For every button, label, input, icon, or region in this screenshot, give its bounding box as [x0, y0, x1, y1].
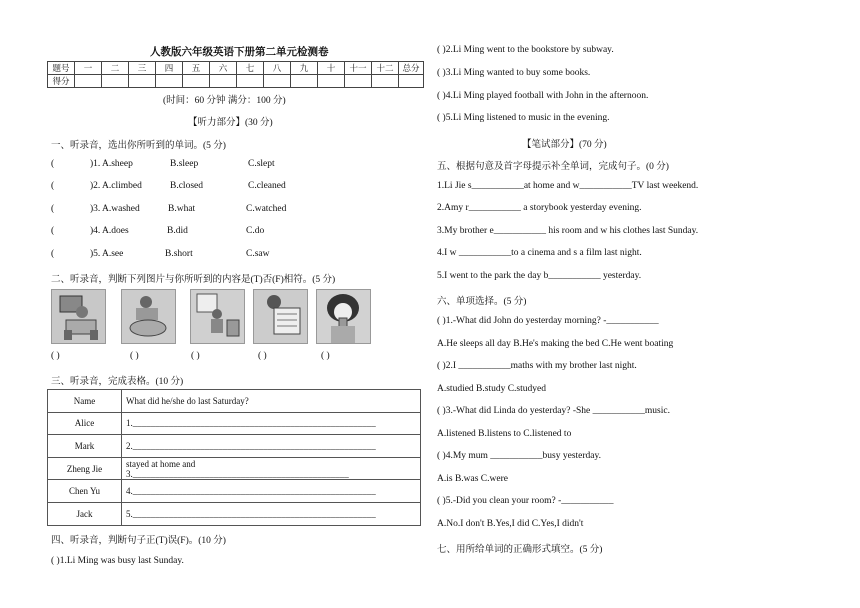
page-title: 人教版六年级英语下册第二单元检测卷	[150, 47, 329, 58]
score-cell: 十一	[345, 62, 372, 75]
student-name: Chen Yu	[48, 480, 122, 503]
section6-heading: 六、单项选择。(5 分)	[437, 297, 527, 307]
score-cell: 总分	[399, 62, 424, 75]
mc-question[interactable]: ( )3.-What did Linda do yesterday? -She ___________music.	[437, 406, 670, 416]
picture-answer-bracket[interactable]: ( )	[130, 351, 139, 361]
section2-heading: 二、听录音，判断下列图片与你所听到的内容是(T)否(F)相符。(5 分)	[51, 275, 336, 285]
mc-options: A.listened B.listens to C.listened to	[437, 429, 572, 439]
option-a: A.climbed	[102, 181, 142, 191]
table-header-question: What did he/she do last Saturday?	[122, 390, 421, 413]
score-cell: 二	[102, 62, 129, 75]
score-input-cell[interactable]	[399, 75, 424, 88]
answer-blank[interactable]: 5.______________________________________________________	[122, 502, 421, 525]
option-c: C.cleaned	[248, 181, 286, 191]
mc-options: A.studied B.study C.studyed	[437, 384, 546, 394]
score-cell: 十	[318, 62, 345, 75]
time-info: (时间：60 分钟 满分：100 分)	[163, 96, 286, 106]
score-table-score-row	[48, 75, 424, 88]
student-name: Jack	[48, 502, 122, 525]
section3-heading: 三、听录音，完成表格。(10 分)	[51, 377, 184, 387]
table-row	[48, 480, 421, 503]
score-input-cell[interactable]	[129, 75, 156, 88]
question-number: )4.	[90, 226, 101, 236]
question-paren[interactable]: (	[51, 249, 55, 259]
mc-question[interactable]: ( )2.I ___________maths with my brother last night.	[437, 361, 637, 371]
answer-blank[interactable]: 4.______________________________________________________	[122, 480, 421, 503]
fill-blank-sentence[interactable]: 5.I went to the park the day b___________ yesterday.	[437, 271, 642, 281]
question-number: )2.	[90, 181, 101, 191]
picture-person-washing	[121, 289, 176, 344]
score-input-cell[interactable]	[210, 75, 237, 88]
score-cell: 十二	[372, 62, 399, 75]
question-paren[interactable]: (	[51, 159, 55, 169]
section1-heading: 一、听录音，选出你所听到的单词。(5 分)	[51, 141, 226, 151]
answer-blank[interactable]: stayed at home and 3.________________________________________________	[122, 457, 421, 480]
option-c: C.watched	[246, 204, 287, 214]
score-cell: 五	[183, 62, 210, 75]
table-header-name: Name	[48, 390, 122, 413]
picture-girl-drinking	[316, 289, 371, 344]
student-name: Alice	[48, 412, 122, 435]
mc-question[interactable]: ( )5.-Did you clean your room? -___________	[437, 496, 614, 506]
fill-blank-sentence[interactable]: 3.My brother e___________ his room and w his clothes last Sunday.	[437, 226, 699, 236]
score-input-cell[interactable]	[345, 75, 372, 88]
mc-question[interactable]: ( )1.-What did John do yesterday morning? -___________	[437, 316, 659, 326]
table-row	[48, 502, 421, 525]
question-number: )3.	[90, 204, 101, 214]
answer-blank[interactable]: 2.______________________________________________________	[122, 435, 421, 458]
score-input-cell[interactable]	[75, 75, 102, 88]
section5-heading: 五、根据句意及首字母提示补全单词，完成句子。(0 分)	[437, 162, 669, 172]
picture-answer-bracket[interactable]: ( )	[191, 351, 200, 361]
picture-boy-watching-tv	[51, 289, 106, 344]
section7-heading: 七、用所给单词的正确形式填空。(5 分)	[437, 545, 603, 555]
score-input-cell[interactable]	[318, 75, 345, 88]
fill-blank-sentence[interactable]: 1.Li Jie s___________at home and w___________TV last weekend.	[437, 181, 699, 191]
listening-header: 【听力部分】(30 分)	[188, 118, 273, 128]
fill-blank-sentence[interactable]: 2.Amy r___________ a storybook yesterday evening.	[437, 203, 642, 213]
student-name: Mark	[48, 435, 122, 458]
table-header-row	[48, 390, 421, 413]
option-a: A.sheep	[102, 159, 133, 169]
score-cell: 八	[264, 62, 291, 75]
score-cell: 三	[129, 62, 156, 75]
score-cell: 四	[156, 62, 183, 75]
option-c: C.saw	[246, 249, 270, 259]
score-cell: 九	[291, 62, 318, 75]
mc-options: A.He sleeps all day B.He's making the bed C.He went boating	[437, 339, 674, 349]
score-input-cell[interactable]	[156, 75, 183, 88]
question-number: )1.	[90, 159, 101, 169]
score-input-cell[interactable]	[372, 75, 399, 88]
question-paren[interactable]: (	[51, 226, 55, 236]
option-a: A.does	[102, 226, 129, 236]
option-c: C.slept	[248, 159, 275, 169]
score-cell: 题号	[48, 62, 75, 75]
question-paren[interactable]: (	[51, 181, 55, 191]
tf-question[interactable]: ( )4.Li Ming played football with John in the afternoon.	[437, 91, 649, 101]
score-input-cell[interactable]	[291, 75, 318, 88]
score-row-label: 得分	[48, 75, 75, 88]
picture-answer-bracket[interactable]: ( )	[51, 351, 60, 361]
fill-blank-sentence[interactable]: 4.I w ___________to a cinema and s a film last night.	[437, 248, 642, 258]
option-a: A.see	[102, 249, 124, 259]
option-b: B.closed	[170, 181, 203, 191]
picture-man-reading-newspaper	[253, 289, 308, 344]
tf-question[interactable]: ( )3.Li Ming wanted to buy some books.	[437, 68, 591, 78]
picture-answer-bracket[interactable]: ( )	[258, 351, 267, 361]
writing-header: 【笔试部分】(70 分)	[522, 140, 607, 150]
question-number: )5.	[90, 249, 101, 259]
table-row	[48, 435, 421, 458]
question-paren[interactable]: (	[51, 204, 55, 214]
mc-options: A.is B.was C.were	[437, 474, 508, 484]
score-cell: 六	[210, 62, 237, 75]
picture-answer-bracket[interactable]: ( )	[321, 351, 330, 361]
student-name: Zheng Jie	[48, 457, 122, 480]
section4-heading: 四、听录音，判断句子正(T)误(F)。(10 分)	[51, 536, 226, 546]
answer-blank[interactable]: 1.______________________________________________________	[122, 412, 421, 435]
option-b: B.sleep	[170, 159, 199, 169]
score-input-cell[interactable]	[264, 75, 291, 88]
score-table	[47, 61, 424, 88]
option-a: A.washed	[102, 204, 140, 214]
table-row	[48, 412, 421, 435]
score-input-cell[interactable]	[102, 75, 129, 88]
mc-question[interactable]: ( )4.My mum ___________busy yesterday.	[437, 451, 602, 461]
score-table-header-row	[48, 62, 424, 75]
option-c: C.do	[246, 226, 265, 236]
score-input-cell[interactable]	[183, 75, 210, 88]
answer-table	[47, 389, 421, 526]
option-b: B.what	[168, 204, 196, 214]
table-row	[48, 457, 421, 480]
score-cell: 七	[237, 62, 264, 75]
option-b: B.did	[167, 226, 188, 236]
tf-question[interactable]: ( )1.Li Ming was busy last Sunday.	[51, 556, 184, 566]
score-input-cell[interactable]	[237, 75, 264, 88]
picture-boy-at-window	[190, 289, 245, 344]
mc-options: A.No.I don't B.Yes,I did C.Yes,I didn't	[437, 519, 584, 529]
score-cell: 一	[75, 62, 102, 75]
tf-question[interactable]: ( )5.Li Ming listened to music in the evening.	[437, 113, 610, 123]
option-b: B.short	[165, 249, 193, 259]
tf-question[interactable]: ( )2.Li Ming went to the bookstore by subway.	[437, 45, 614, 55]
